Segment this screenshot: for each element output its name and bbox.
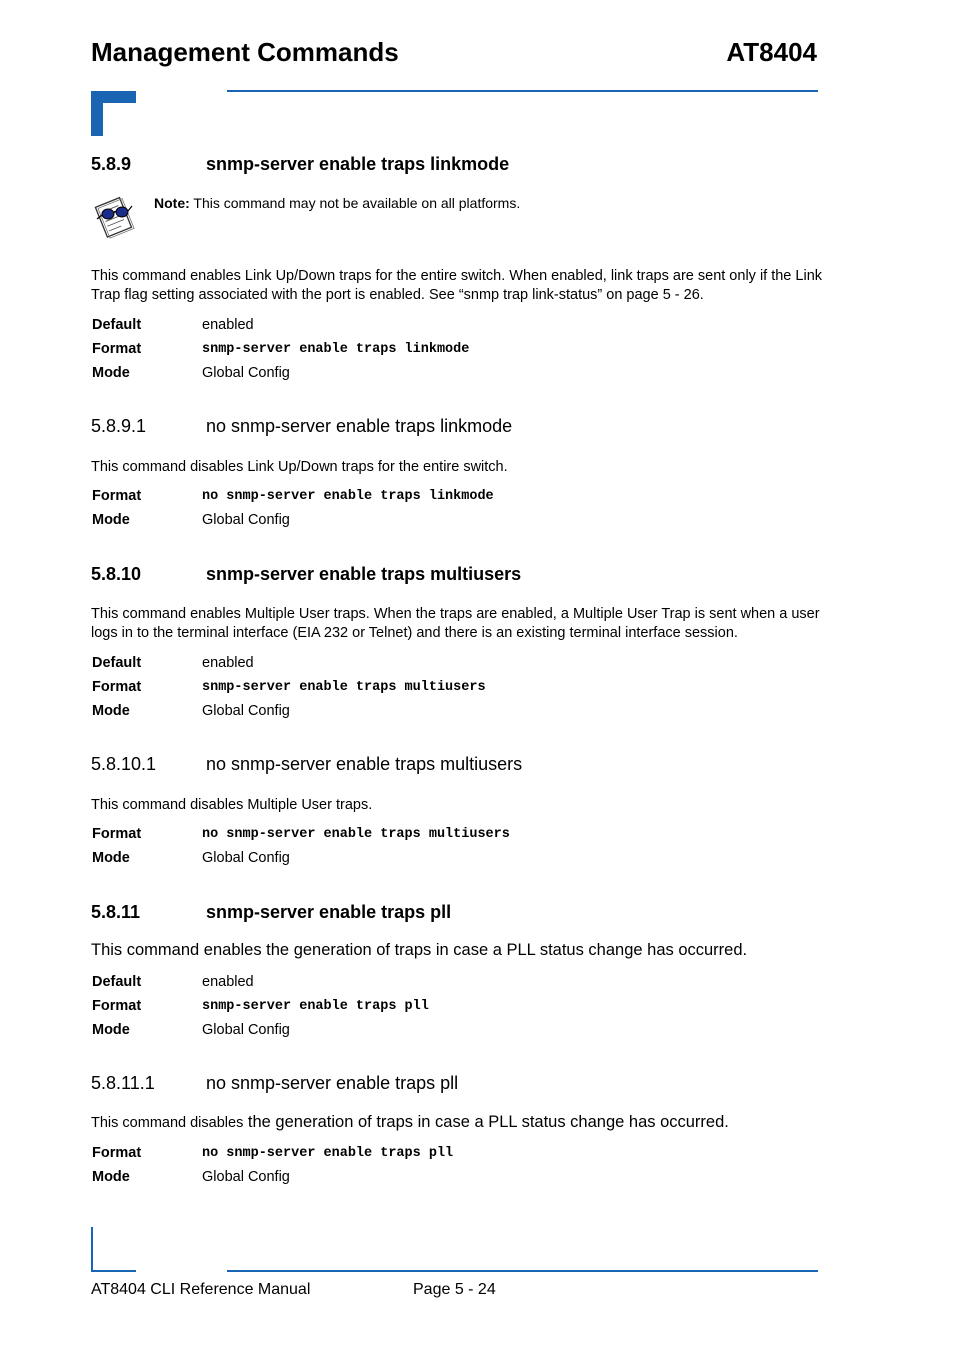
section-number: 5.8.10	[91, 564, 142, 584]
row-label: Format	[92, 826, 142, 842]
section-heading	[0, 154, 954, 178]
section-number: 5.8.11.1	[91, 1073, 155, 1093]
row-value: Global Config	[202, 512, 290, 528]
subsection-heading	[0, 754, 954, 778]
header-product-name: AT8404	[726, 37, 817, 67]
row-label: Format	[92, 679, 142, 695]
section-title: no snmp-server enable traps multiusers	[206, 754, 523, 774]
row-value: enabled	[202, 317, 254, 333]
note-label: Note:	[154, 195, 190, 211]
section-heading	[0, 564, 954, 588]
footer-corner-mark-horizontal	[91, 1270, 136, 1272]
subsection-heading	[0, 1073, 954, 1097]
command-syntax: no snmp-server enable traps multiusers	[202, 827, 510, 842]
description-lead: This command disables	[91, 1115, 244, 1131]
section-number: 5.8.9	[91, 154, 132, 174]
section-description: This command enables the generation of traps in case a PLL status change has occurred.	[91, 941, 748, 959]
footer-rule	[227, 1270, 818, 1272]
section-description	[91, 1113, 826, 1133]
note-body: This command may not be available on all platforms.	[189, 195, 521, 211]
note-text	[154, 195, 520, 211]
row-value: Global Config	[202, 1169, 290, 1185]
section-title: snmp-server enable traps pll	[206, 902, 452, 922]
row-value: Global Config	[202, 365, 290, 381]
row-label: Format	[92, 998, 142, 1014]
row-label: Format	[92, 488, 142, 504]
header-section-title: Management Commands	[91, 37, 399, 67]
command-syntax: snmp-server enable traps linkmode	[202, 342, 470, 357]
section-description: This command enables Multiple User traps. When the traps are enabled, a Multiple User Trap is sent when a user logs in to the terminal interface (EIA 232 or Telnet) and there is an existing terminal interface session.	[91, 606, 820, 641]
row-label: Mode	[92, 850, 130, 866]
section-title: snmp-server enable traps multiusers	[206, 564, 522, 584]
header-corner-mark-horizontal	[91, 91, 136, 103]
row-label: Mode	[92, 1022, 130, 1038]
row-value: Global Config	[202, 703, 290, 719]
row-label: Default	[92, 317, 142, 333]
section-description: This command disables Multiple User traps.	[91, 797, 373, 813]
row-label: Format	[92, 341, 142, 357]
section-number: 5.8.10.1	[91, 754, 157, 774]
command-syntax: snmp-server enable traps pll	[202, 999, 429, 1014]
footer-page-number: Page 5 - 24	[413, 1281, 496, 1298]
section-description: This command enables Link Up/Down traps for the entire switch. When enabled, link traps are sent only if the Link Trap flag setting associated with the port is enabled. See “snmp trap link-status” on page 5 - 26.	[91, 268, 823, 303]
row-label: Format	[92, 1145, 142, 1161]
description-rest: the generation of traps in case a PLL status change has occurred.	[243, 1113, 729, 1131]
row-label: Mode	[92, 703, 130, 719]
section-title: snmp-server enable traps linkmode	[206, 154, 510, 174]
row-label: Default	[92, 655, 142, 671]
section-description: This command disables Link Up/Down traps for the entire switch.	[91, 459, 508, 475]
row-value: Global Config	[202, 1022, 290, 1038]
section-heading	[0, 902, 954, 926]
subsection-heading	[0, 416, 954, 440]
command-syntax: snmp-server enable traps multiusers	[202, 680, 486, 695]
command-syntax: no snmp-server enable traps linkmode	[202, 489, 494, 504]
row-label: Mode	[92, 365, 130, 381]
row-value: enabled	[202, 974, 254, 990]
section-title: no snmp-server enable traps linkmode	[206, 416, 513, 436]
section-number: 5.8.9.1	[91, 416, 147, 436]
row-value: Global Config	[202, 850, 290, 866]
row-value: enabled	[202, 655, 254, 671]
row-label: Mode	[92, 512, 130, 528]
row-label: Mode	[92, 1169, 130, 1185]
note-pad-glasses-icon	[91, 193, 137, 239]
section-number: 5.8.11	[91, 902, 141, 922]
row-label: Default	[92, 974, 142, 990]
command-syntax: no snmp-server enable traps pll	[202, 1146, 454, 1161]
footer-manual-title: AT8404 CLI Reference Manual	[91, 1281, 311, 1298]
header-rule	[227, 90, 818, 92]
section-title: no snmp-server enable traps pll	[206, 1073, 459, 1093]
footer-corner-mark-vertical	[91, 1227, 93, 1272]
